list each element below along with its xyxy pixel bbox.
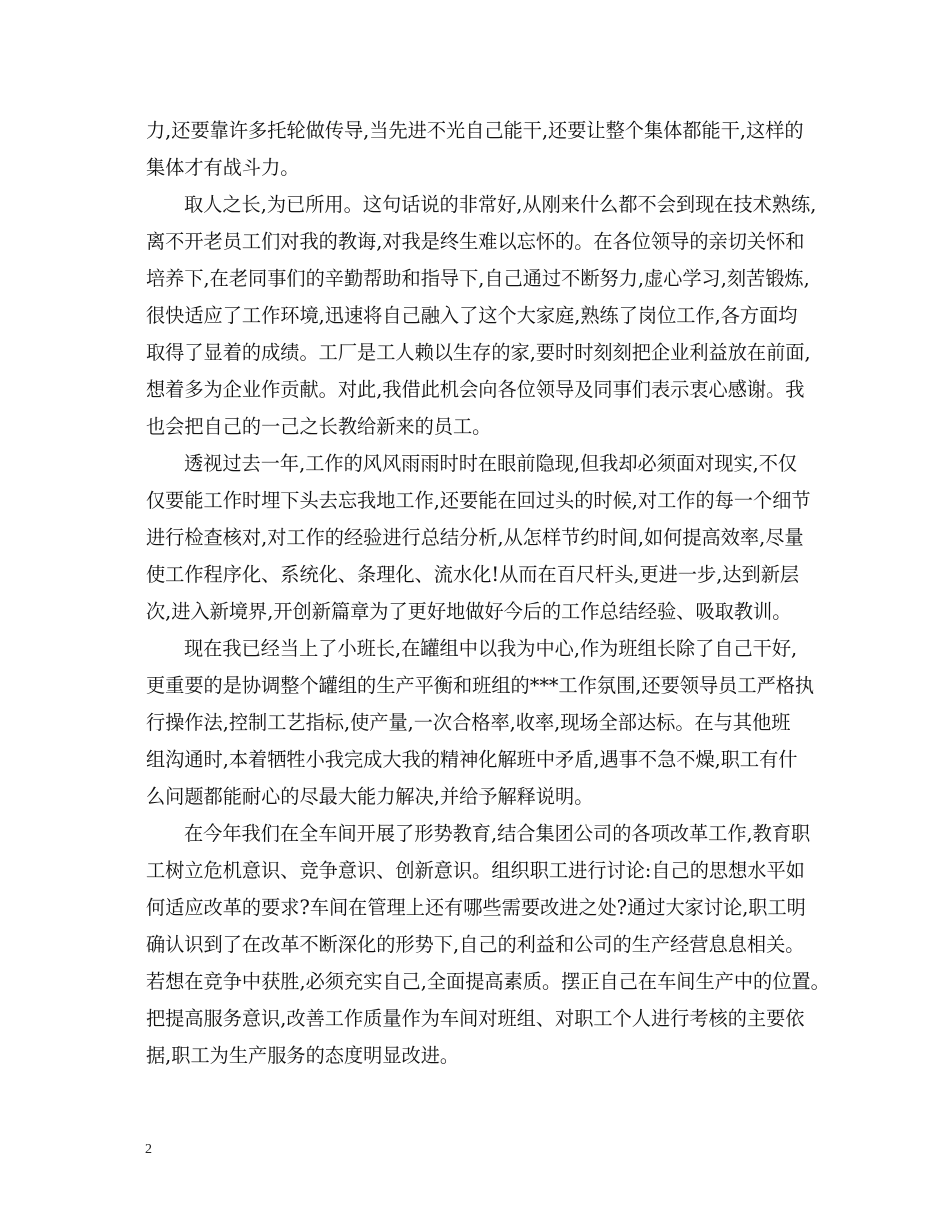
text-line: 么问题都能耐心的尽最大能力解决,并给予解释说明。 (146, 785, 594, 808)
text-line: 培养下,在老同事们的辛勤帮助和指导下,自己通过不断努力,虚心学习,刻苦锻炼, (146, 267, 810, 290)
text-line: 仅要能工作时埋下头去忘我地工作,还要能在回过头的时候,对工作的每一个细节 (146, 489, 811, 512)
text-line: 使工作程序化、系统化、条理化、流水化!从而在百尺杆头,更进一步,达到新层 (146, 563, 800, 586)
text-line: 何适应改革的要求?车间在管理上还有哪些需要改进之处?通过大家讨论,职工明 (146, 896, 806, 919)
text-line: 据,职工为生产服务的态度明显改进。 (146, 1044, 460, 1067)
text-line: 离不开老员工们对我的教诲,对我是终生难以忘怀的。在各位领导的亲切关怀和 (146, 230, 805, 253)
body-text (146, 112, 830, 1074)
paragraph-start-line: 在今年我们在全车间开展了形势教育,结合集团公司的各项改革工作,教育职 (184, 822, 811, 845)
text-line: 次,进入新境界,开创新篇章为了更好地做好今后的工作总结经验、吸取教训。 (146, 600, 792, 623)
paragraph-start-line: 透视过去一年,工作的风风雨雨时时在眼前隐现,但我却必须面对现实,不仅 (184, 452, 798, 475)
text-line: 取得了显着的成绩。工厂是工人赖以生存的家,要时时刻刻把企业利益放在前面, (146, 341, 811, 364)
page-number: 2 (145, 1142, 152, 1157)
text-line: 也会把自己的一己之长教给新来的员工。 (146, 415, 492, 438)
text-line: 把提高服务意识,改善工作质量作为车间对班组、对职工个人进行考核的主要依 (146, 1007, 805, 1030)
paragraph-start-line: 取人之长,为已所用。这句话说的非常好,从刚来什么都不会到现在技术熟练, (184, 193, 817, 216)
text-line: 进行检查核对,对工作的经验进行总结分析,从怎样节约时间,如何提高效率,尽量 (146, 526, 804, 549)
text-line: 确认识到了在改革不断深化的形势下,自己的利益和公司的生产经营息息相关。 (146, 933, 805, 956)
text-line: 集体才有战斗力。 (146, 156, 300, 179)
paragraph-start-line: 现在我已经当上了小班长,在罐组中以我为中心,作为班组长除了自己干好, (184, 637, 798, 660)
text-line: 若想在竞争中获胜,必须充实自己,全面提高素质。摆正自己在车间生产中的位置。 (146, 970, 830, 993)
text-line: 组沟通时,本着牺牲小我完成大我的精神化解班中矛盾,遇事不急不燥,职工有什 (146, 748, 798, 771)
text-line: 想着多为企业作贡献。对此,我借此机会向各位领导及同事们表示衷心感谢。我 (146, 378, 805, 401)
text-line: 行操作法,控制工艺指标,使产量,一次合格率,收率,现场全部达标。在与其他班 (146, 711, 791, 734)
text-line: 工树立危机意识、竞争意识、创新意识。组织职工进行讨论:自己的思想水平如 (146, 859, 805, 882)
text-line: 更重要的是协调整个罐组的生产平衡和班组的***工作氛围,还要领导员工严格执 (146, 674, 815, 697)
text-line: 力,还要靠许多托轮做传导,当先进不光自己能干,还要让整个集体都能干,这样的 (146, 119, 804, 142)
text-line: 很快适应了工作环境,迅速将自己融入了这个大家庭,熟练了岗位工作,各方面均 (146, 304, 798, 327)
